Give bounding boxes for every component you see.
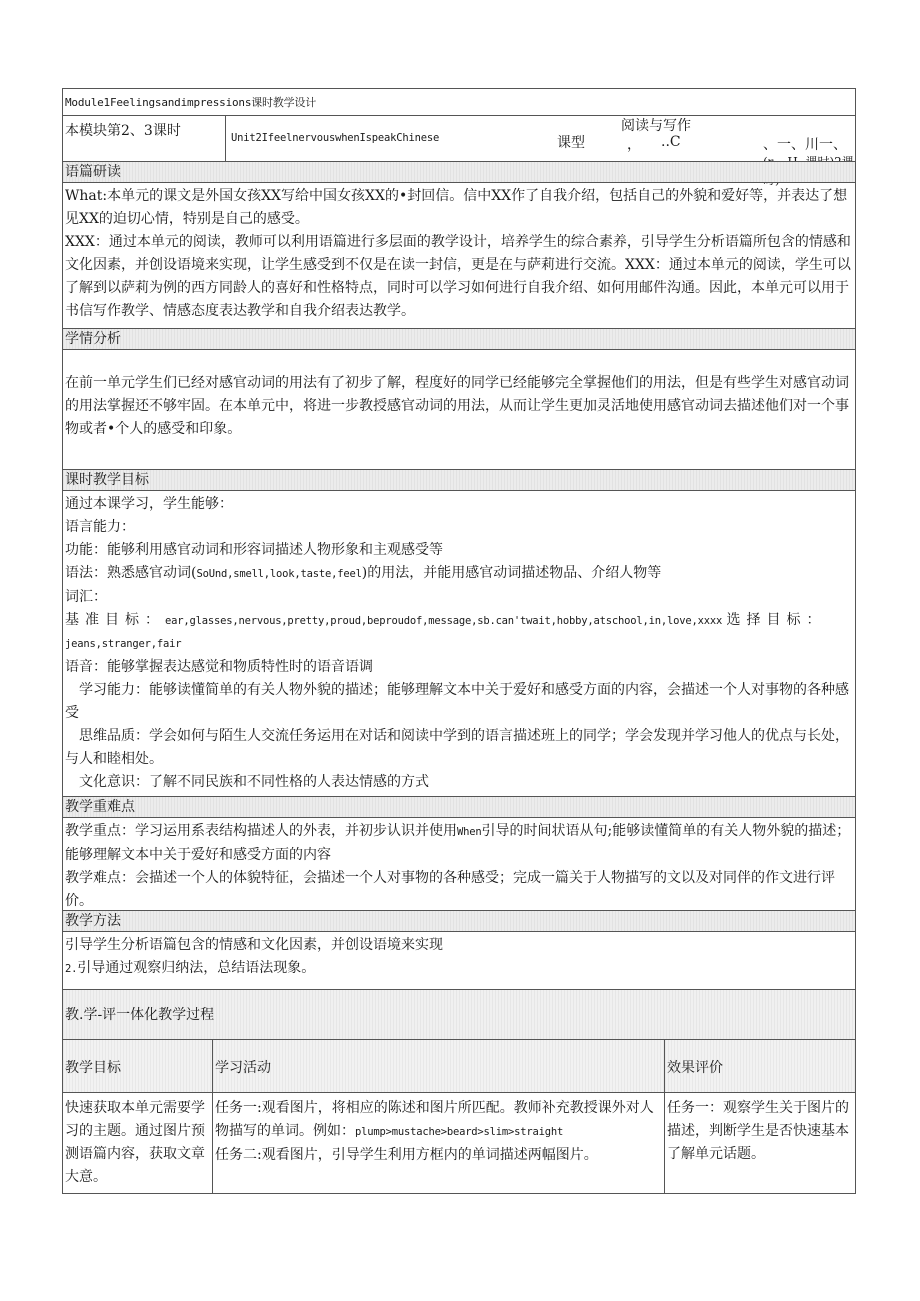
goals-grammar: 语法：熟悉感官动词(SoUnd,smell,look,taste,feel)的用法，并能用感官动词描述物品、介绍人物等: [65, 565, 662, 581]
reading-content: [62, 182, 856, 328]
reading-what: What:本单元的课文是外国女孩XX写给中国女孩XX的•封回信。信中XX作了自我介绍，包括自己的外貌和爱好等，并表达了想见XX的迫切心情，特别是自己的感受。: [65, 188, 848, 227]
task-2: 任务二:观看图片，引导学生利用方框内的单词描述两幅图片。: [215, 1147, 598, 1163]
goals-function: 功能：能够利用感官动词和形容词描述人物形象和主观感受等: [65, 542, 443, 558]
keypoints-difficult: 教学难点：会描述一个人的体貌特征，会描述一个人对事物的各种感受；完成一篇关于人物描写的文以及对同伴的作文进行评价。: [65, 870, 835, 909]
lesson-type-value: 阅读与写作: [621, 118, 691, 134]
meta-tail: 、一、川一、: [763, 137, 847, 153]
goals-phonetics: 语音：能够掌握表达感觉和物质特性时的语音语调: [65, 659, 373, 675]
unit-title: Unit2IfeelnervouswhenIspeakChinese: [231, 132, 440, 144]
meta-clipped-text: [763, 153, 855, 161]
doc-title-text: Module1Feelingsandimpressions课时教学设计: [65, 96, 317, 109]
cell-eval: 任务一：观察学生关于图片的描述，判断学生是否快速基本了解单元话题。: [667, 1100, 849, 1162]
meta-row: [62, 115, 856, 161]
keypoints-key: 教学重点：学习运用系表结构描述人的外表，并初步认识并使用When引导的时间状语从句;能够读懂简单的有关人物外貌的描述；能够理解文本中关于爱好和感受方面的内容: [65, 823, 851, 863]
goals-thinking: 思维品质：学会如何与陌生人交流任务运用在对话和阅读中学到的语言描述班上的同学；学会发现并学习他人的优点与长处，与人和睦相处。: [65, 728, 849, 767]
col-activity-header: 学习活动: [213, 1040, 665, 1092]
students-content: [62, 349, 856, 469]
section-header-goals: 课时教学目标: [62, 469, 856, 490]
keypoints-content: [62, 817, 856, 910]
module-lessons: 本模块第2、3课时: [65, 123, 181, 139]
col-goal-header: 教学目标: [63, 1040, 213, 1092]
method-1: 引导学生分析语篇包含的情感和文化因素，并创设语境来实现: [65, 937, 443, 953]
goals-learning: 学习能力：能够读懂简单的有关人物外貌的描述；能够理解文本中关于爱好和感受方面的内容，会描述一个人对事物的各种感受: [65, 682, 849, 721]
document-title: [62, 88, 856, 115]
cell-activity: [213, 1093, 665, 1193]
section-header-keypoints: 教学重难点: [62, 796, 856, 817]
reading-xxx: XXX：通过本单元的阅读，教师可以利用语篇进行多层面的教学设计，培养学生的综合素养，引导学生分析语篇所包含的情感和文化因素，并创设语境来实现，让学生感受到不仅是在读一封信，更是在与萨莉进行交流。XXX：通过本单元的阅读，学生可以了解到以萨莉为例的西方同龄人的喜好和性格特点，同时可以学习如何进行自我介绍、如何用邮件沟通。因此，本单元可以用于书信写作教学、情感态度表达教学和自我介绍表达教学。: [65, 234, 851, 319]
process-table-header: [62, 1039, 856, 1092]
cell-divider: [225, 116, 226, 161]
section-header-students: 学情分析: [62, 328, 856, 349]
task-1-words: plump>mustache>beard>slim>straight: [355, 1126, 564, 1138]
meta-punct: ，: [627, 137, 641, 153]
goals-choice-words: jeans,stranger,fair: [65, 638, 182, 650]
students-text: 在前一单元学生们已经对感官动词的用法有了初步了解，程度好的同学已经能够完全掌握他们的用法，但是有些学生对感官动词的用法掌握还不够牢固。在本单元中，将进一步教授感官动词的用法，从而让学生更加灵活地使用感官动词去描述他们对一个事物或者•个人的感受和印象。: [65, 375, 849, 437]
goals-content: [62, 490, 856, 796]
process-table-row: [62, 1092, 856, 1194]
meta-cc: ..C: [661, 134, 681, 150]
section-header-reading: 语篇研读: [62, 161, 856, 182]
task-1: 任务一:观看图片，将相应的陈述和图片所匹配。教师补充教授课外对人物描写的单词。例如：: [215, 1100, 654, 1139]
goals-intro: 通过本课学习，学生能够：: [65, 496, 233, 512]
col-eval-header: 效果评价: [665, 1040, 855, 1092]
lesson-type-label: 课型: [557, 135, 585, 151]
goals-basic-words: 基准目标：ear,glasses,nervous,pretty,proud,beproudof,message,sb.can'twait,hobby,atschool,in,love,xxxx 选择目标：: [65, 612, 827, 628]
section-header-methods: 教学方法: [62, 910, 856, 931]
process-title: 教.学-评一体化教学过程: [62, 989, 856, 1039]
lesson-plan-document: [62, 88, 856, 1194]
goals-vocab: 词汇：: [65, 589, 107, 605]
method-2: 2.引导通过观察归纳法，总结语法现象。: [65, 960, 316, 976]
cell-goal: 快速获取本单元需要学习的主题。通过图片预测语篇内容，获取文章大意。: [63, 1093, 213, 1193]
goals-language: 语言能力：: [65, 519, 135, 535]
goals-culture: 文化意识：了解不同民族和不同性格的人表达情感的方式: [79, 774, 429, 790]
methods-content: [62, 931, 856, 989]
